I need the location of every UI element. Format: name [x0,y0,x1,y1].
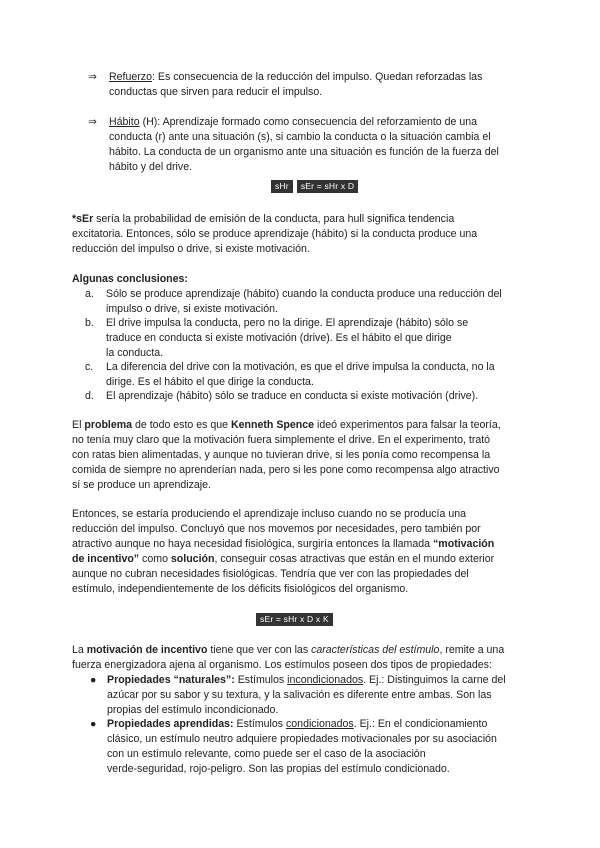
formula-box-shr: sHr [271,180,293,193]
bullet-icon: ● [90,674,97,686]
arrow-item-habito: ⇒ Hábito (H): Aprendizaje formado como consecuencia del reforzamiento de una conducta (r) ante una situación (s), si cambio la conducta o la situación cambia el hábito. La conducta de un organismo ante una situación es función de la fuerza del hábito y del drive. [88,116,499,173]
conclusion-item-a: a. Sólo se produce aprendizaje (hábito) cuando la conducta produce una reducción del impulso o drive, si existe motivación. [85,288,502,315]
double-arrow-icon: ⇒ [88,116,97,128]
term-habito: Hábito [109,116,140,128]
ser-paragraph: *sEr sería la probabilidad de emisión de la conducta, para hull significa tendencia excitatoria. Entonces, sólo se produce aprendizaje (hábito) si la conducta produce una reducción del impulso o drive, si existe motivación. [72,213,478,255]
conclusions-heading: Algunas conclusiones: [72,273,188,285]
motivation-paragraph: La motivación de incentivo tiene que ver con las características del estímulo, remite a una fuerza energizadora ajena al organismo. Los estímulos poseen dos tipos de propiedades: [72,644,505,671]
conclusion-item-d: d. El aprendizaje (hábito) sólo se traduce en conducta si existe motivación (drive). [85,390,479,402]
formula-spence [256,613,333,626]
double-arrow-icon: ⇒ [88,71,97,83]
formula-box-ser-k: sEr = sHr x D x K [256,613,333,626]
problem-paragraph: El problema de todo esto es que Kenneth Spence ideó experimentos para falsar la teoría, no tenía muy claro que la motivación fuera simplemente el drive. En el experimento, trató con ratas bien alimentadas, y aunque no tuvieran drive, si les ponía como recompensa la comida de siempre no aprenderían nada, pero si les pone como recompensa algo atractivo sí se produce un aprendizaje. [72,419,501,491]
arrow-item-refuerzo: ⇒ Refuerzo: Es consecuencia de la reducción del impulso. Quedan reforzadas las conductas que sirven para reducir el impulso. [88,71,483,98]
bullet-icon: ● [90,718,97,730]
property-learned: ● Propiedades aprendidas: Estímulos condicionados. Ej.: En el condicionamiento clásico, un estímulo neutro adquiere propiedades motivacionales por su asociación con un estímulo relevante, como puede ser el caso de la asociación verde-seguridad, rojo-peligro. Son las propias del estímulo condicionado. [90,718,497,775]
conclusion-item-b: b. El drive impulsa la conducta, pero no la dirige. El aprendizaje (hábito) sólo se traduce en conducta si existe motivación (drive). Es el hábito el que dirige la conducta. [85,317,469,359]
conclusion-item-c: c. La diferencia del drive con la motivación, es que el drive impulsa la conducta, no la dirige. Es el hábito el que dirige la conducta. [85,361,495,388]
formula-hull [271,180,358,193]
formula-box-ser: sEr = sHr x D [297,180,358,193]
property-natural: ● Propiedades “naturales”: Estímulos incondicionados. Ej.: Distinguimos la carne del azúcar por su sabor y su textura, y la salivación es diferente entre ambas. Son las propias del estímulo incondicionado. [90,674,506,716]
term-refuerzo: Refuerzo [109,71,152,83]
incentive-paragraph: Entonces, se estaría produciendo el aprendizaje incluso cuando no se producía una reducción del impulso. Concluyó que nos movemos por necesidades, pero también por atractivo aunque no haya necesidad fisiológica, surgiría entonces la llamada “motivación de incentivo” como solución, conseguir cosas atractivas que están en el mundo exterior aunque no cubran necesidades fisiológicas. Tendría que ver con las propiedades del estímulo, independientemente de los déficits fisiológicos del organismo. [72,508,495,595]
